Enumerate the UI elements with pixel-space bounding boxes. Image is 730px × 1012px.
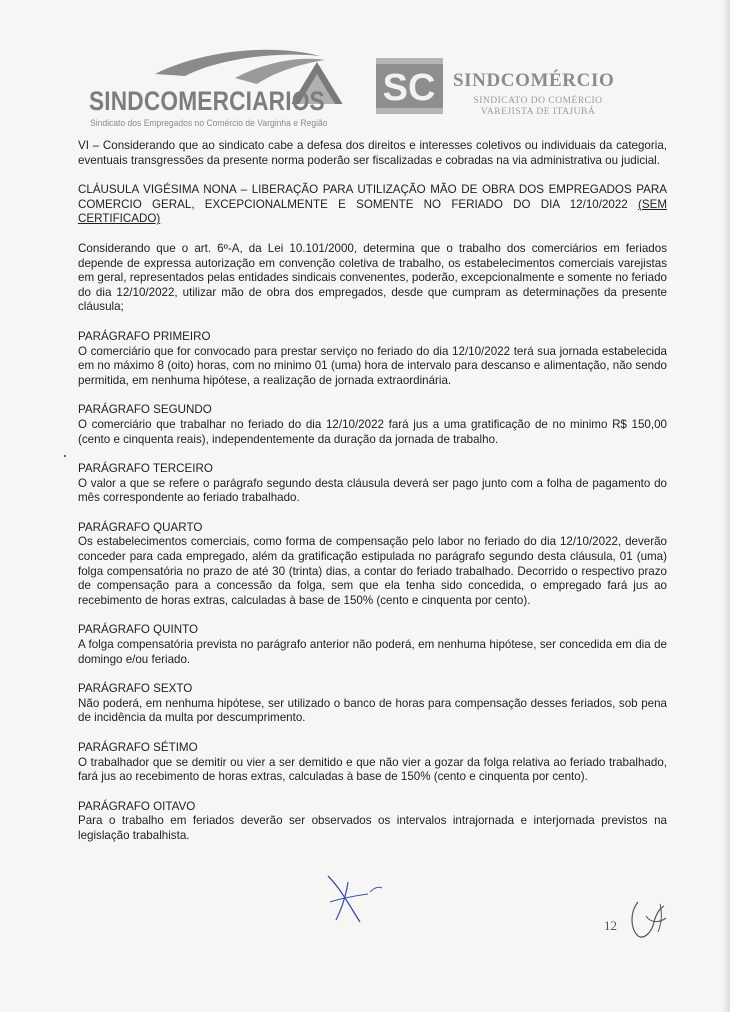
clause-body-block (78, 242, 667, 315)
sc-monogram-icon (376, 58, 443, 114)
clause-title-block (78, 183, 667, 227)
page-edge-shadow (722, 0, 730, 1012)
right-logo-name: SINDCOMÉRCIO (453, 70, 615, 91)
paragraph-oitavo (78, 800, 667, 844)
sindcomercio-logo (376, 58, 636, 116)
paragraph-heading: PARÁGRAFO QUINTO (78, 623, 199, 637)
right-logo-subtitle (453, 96, 623, 118)
right-logo-subtitle-line2: VAREJISTA DE ITAJUBÁ (480, 107, 596, 117)
intro-paragraph: VI – Considerando que ao sindicato cabe a defesa dos direitos e interesses coletivos ou individuais da categoria, eventuais transgressões da presente norma poderão ser fiscalizadas e cobradas na via administrativa ou judicial. (78, 139, 667, 167)
paragraph-text: O trabalhador que se demitir ou vier a ser demitido e que não vier a gozar da folga relativa ao feriado trabalhado, fará jus ao recebimento de horas extras, calculadas à base de 150% (cento e cinquenta por cento). (78, 755, 667, 784)
right-logo-subtitle-line1: SINDICATO DO COMÉRCIO (473, 96, 603, 106)
clause-title-text: CLÁUSULA VIGÉSIMA NONA – LIBERAÇÃO PARA UTILIZAÇÃO MÃO DE OBRA DOS EMPREGADOS PARA COMERCIO GERAL, EXCEPCIONALMENTE E SOMENTE NO FERIADO DO DIA 12/10/2022 (78, 183, 667, 211)
paragraph-setimo (78, 741, 667, 785)
paragraph-text: O comerciário que trabalhar no feriado do dia 12/10/2022 fará jus a uma gratificação de no minimo R$ 150,00 (cento e cinquenta reais), independentemente da duração da jornada de trabalho. (78, 417, 667, 446)
paragraph-heading: PARÁGRAFO SEXTO (78, 682, 193, 696)
paragraph-quinto (78, 623, 667, 667)
intro-block (78, 139, 667, 168)
paragraph-sexto (78, 682, 667, 726)
stray-dot-mark (64, 455, 66, 457)
paragraph-heading: PARÁGRAFO SÉTIMO (78, 741, 198, 754)
paragraph-text: Não poderá, em nenhuma hipótese, ser utilizado o banco de horas para compensação desses feriados, sob pena de incidência da multa por descumprimento. (78, 696, 667, 725)
paragraph-terceiro (78, 462, 667, 506)
paragraph-heading: PARÁGRAFO SEGUNDO (78, 403, 212, 417)
paragraph-text: Os estabelecimentos comerciais, como forma de compensação pelo labor no feriado do dia 12/10/2022, deverão conceder para cada empregado, além da gratificação estipulada no parágrafo segundo desta cláusula, 01 (uma) folga compensatória no prazo de até 30 (trinta) dias, a contar do feriado trabalhado. Decorrido o respectivo prazo de compensação para a concessão da folga, sem que ela tenha sido concedida, o empregado fará jus ao recebimento de horas extras, calculadas à base de 150% (cento e cinquenta por cento). (78, 535, 667, 607)
page-number: 12 (604, 918, 617, 933)
left-logo-tagline: Sindicato dos Empregados no Comércio de Varginha e Região (90, 118, 328, 128)
paragraph-heading: PARÁGRAFO TERCEIRO (78, 462, 213, 476)
left-logo-name: SINDCOMERCIARIOS (89, 86, 325, 116)
paragraph-quarto (78, 521, 667, 609)
paragraph-text: O valor a que se refere o parágrafo segundo desta cláusula deverá ser pago junto com a folha de pagamento do mês correspondente ao feriado trabalhado. (78, 476, 667, 505)
clause-title-underlined: (SEM CERTIFICADO) (78, 197, 667, 226)
paragraph-segundo (78, 403, 667, 447)
paragraph-heading: PARÁGRAFO QUARTO (78, 520, 203, 534)
initial-signature-right (624, 892, 674, 942)
paragraph-text: A folga compensatória prevista no parágrafo anterior não poderá, em nenhuma hipótese, ser concedida em dia de domingo e/ou feriado. (78, 638, 667, 666)
paragraph-text: Para o trabalho em feriados deverão ser observados os intervalos intrajornada e interjornada previstos na legislação trabalhista. (78, 814, 667, 842)
clause-title (78, 183, 667, 227)
sindcomerciarios-logo (85, 44, 355, 130)
paragraph-heading: PARÁGRAFO OITAVO (78, 799, 196, 813)
clause-body: Considerando que o art. 6º-A, da Lei 10.101/2000, determina que o trabalho dos comerciários em feriados depende de expressa autorização em convenção coletiva de trabalho, os estabelecimentos comerciais varejistas em geral, representados pelas entidades sindicais convenentes, poderão, excepcionalmente e somente no feriado do dia 12/10/2022, utilizar mão de obra dos empregados, desde que cumpram as determinações da presente cláusula; (78, 241, 667, 314)
paragraph-primeiro (78, 330, 667, 388)
document-body (78, 139, 667, 859)
svg-text:SC: SC (382, 67, 436, 109)
paragraph-text: O comerciário que for convocado para prestar serviço no feriado do dia 12/10/2022 terá sua jornada estabelecida em no máximo 8 (oito) horas, com no minimo 01 (uma) hora de intervalo para descanso e alimentação, não sendo permitida, em nenhuma hipótese, a realização de jornada extraordinária. (78, 344, 667, 387)
initial-signature-center (318, 868, 388, 928)
paragraph-heading: PARÁGRAFO PRIMEIRO (78, 329, 211, 343)
